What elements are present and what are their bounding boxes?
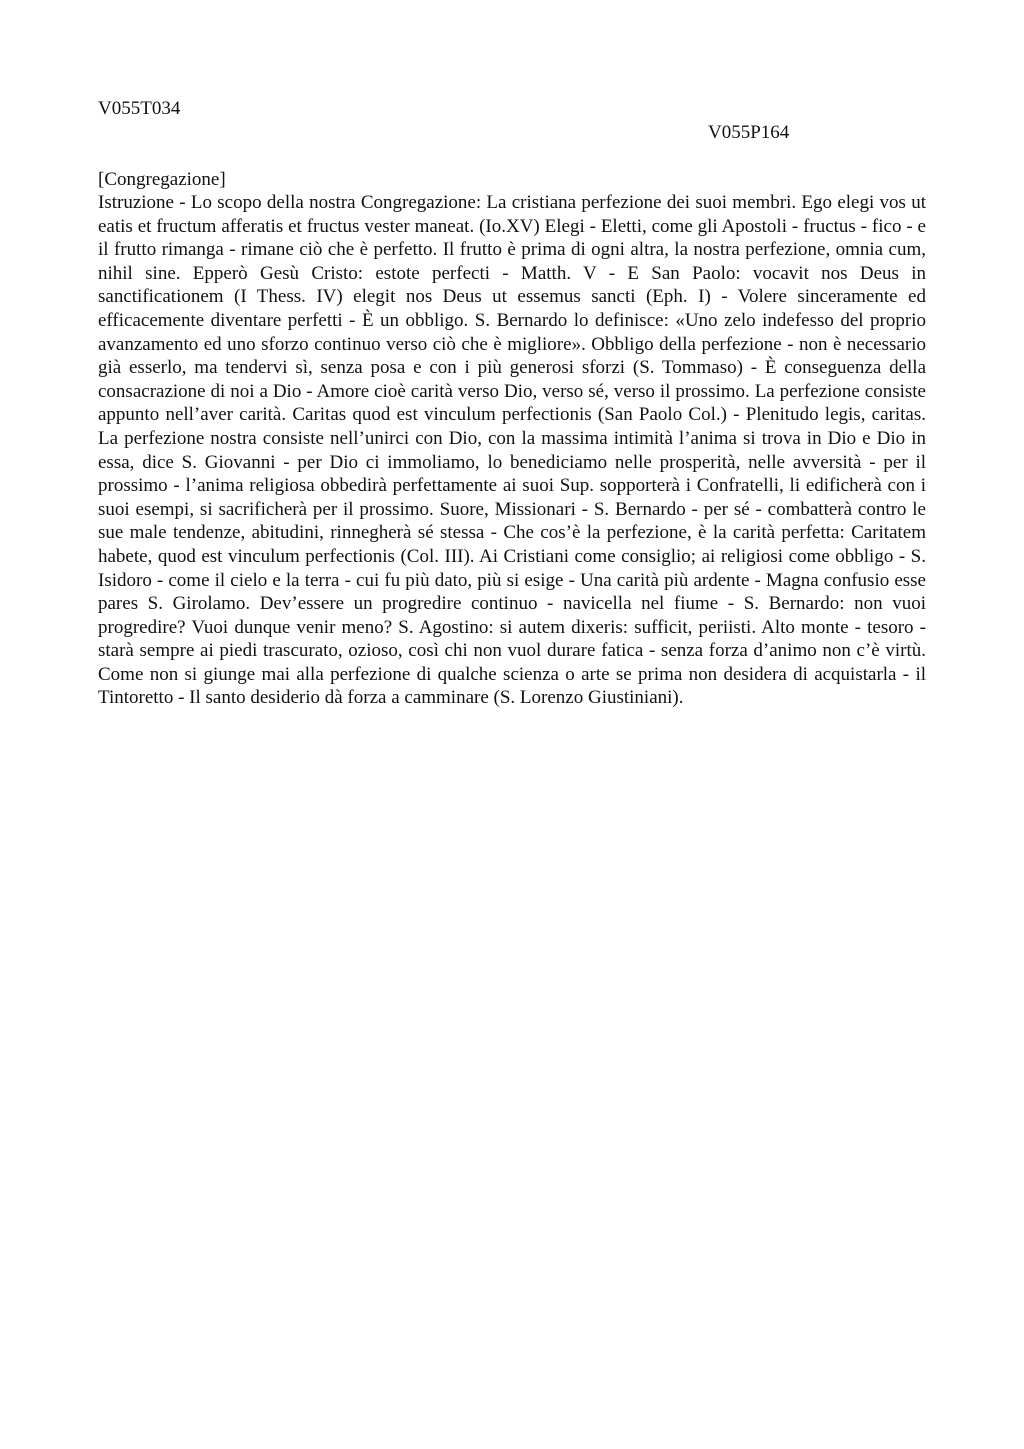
body-paragraph: Istruzione - Lo scopo della nostra Congregazione: La cristiana perfezione dei suoi membri. Ego elegi vos ut eatis et fructum afferatis et fructus vester maneat. (Io.XV) Elegi - Eletti, come gli Apostoli - fructus - fico - e il frutto rimanga - rimane ciò che è perfetto. Il frutto è prima di ogni altra, la nostra perfezione, omnia cum, nihil sine. Epperò Gesù Cristo: estote perfecti - Matth. V - E San Paolo: vocavit nos Deus in sanctificationem (I Thess. IV) elegit nos Deus ut essemus sancti (Eph. I) - Volere sinceramente ed efficacemente diventare perfetti - È un obbligo. S. Bernardo lo definisce: «Uno zelo indefesso del proprio avanzamento ed uno sforzo continuo verso ciò che è migliore». Obbligo della perfezione - non è necessario già esserlo, ma tendervi sì, senza posa e con i più generosi sforzi (S. Tommaso) - È conseguenza della consacrazione di noi a Dio - Amore cioè carità verso Dio, verso sé, verso il prossimo. La perfezione consiste appunto nell’aver carità. Caritas quod est vinculum perfectionis (San Paolo Col.) - Plenitudo legis, caritas. La perfezione nostra consiste nell’unirci con Dio, con la massima intimità l’anima si trova in Dio e Dio in essa, dice S. Giovanni - per Dio ci immoliamo, lo benediciamo nelle prosperità, nelle avversità - per il prossimo - l’anima religiosa obbedirà perfettamente ai suoi Sup. sopporterà i Confratelli, li edificherà con i suoi esempi, si sacrificherà per il prossimo. Suore, Missionari - S. Bernardo - per sé - combatterà contro le sue male tendenze, abitudini, rinnegherà sé stessa - Che cos’è la perfezione, è la carità perfetta: Caritatem habete, quod est vinculum perfectionis (Col. III). Ai Cristiani come consiglio; ai religiosi come obbligo - S. Isidoro - come il cielo e la terra - cui fu più dato, più si esige - Una carità più ardente - Magna confusio esse pares S. Girolamo. Dev’essere un progredire continuo - navicella nel fiume - S. Bernardo: non vuoi progredire? Vuoi dunque venir meno? S. Agostino: si autem dixeris: sufficit, periisti. Alto monte - tesoro - starà sempre ai piedi trascurato, ozioso, così chi non vuol durare fatica - senza forza d’animo non c’è virtù. Come non si giunge mai alla perfezione di qualche scienza o arte se prima non desidera di acquistarla - il Tintoretto - Il santo desiderio dà forza a camminare (S. Lorenzo Giustiniani). bbox=[98, 192, 926, 709]
section-heading: [Congregazione] bbox=[98, 169, 226, 190]
page-id: V055P164 bbox=[708, 122, 790, 143]
document-id: V055T034 bbox=[98, 98, 181, 119]
